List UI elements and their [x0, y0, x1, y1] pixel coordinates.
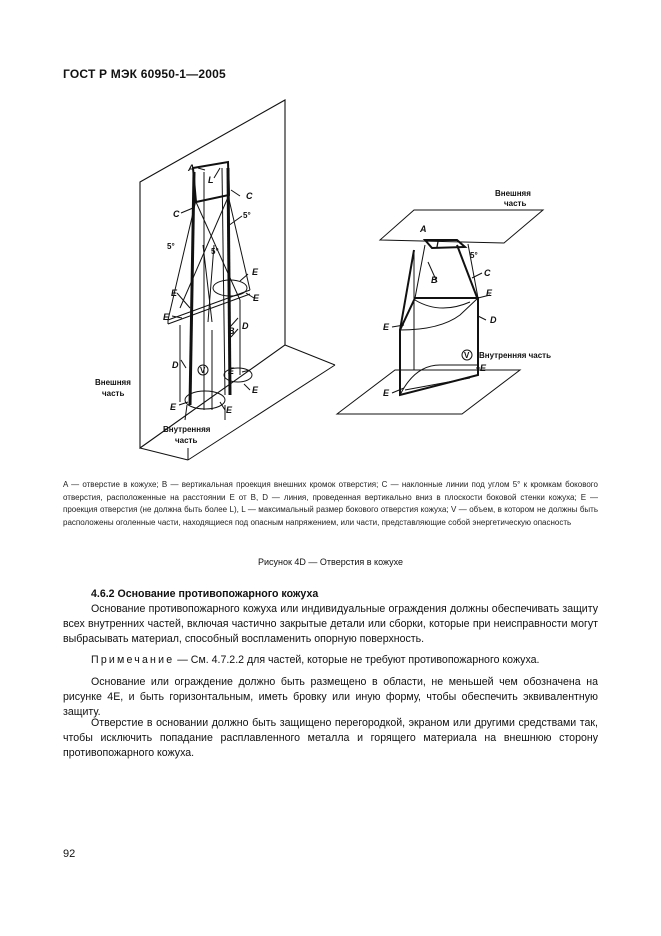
label-c-right-fig: C [484, 268, 491, 278]
label-angle-5-mid: 5° [211, 247, 219, 256]
note-text: — См. 4.7.2.2 для частей, которые не требуют противопожарного кожуха. [174, 654, 540, 666]
label-e-2: E [171, 288, 178, 298]
section-note [63, 653, 598, 668]
left-labels [95, 163, 260, 445]
label-outer-part-left-1: Внешняя [95, 378, 131, 387]
top-plane [380, 210, 543, 243]
section-paragraph-3: Отверстие в основании должно быть защищено перегородкой, экраном или другими средствами так, чтобы исключить попадание расплавленного металла и горящего материала на внешнюю сторону противопожарного кожуха. [63, 717, 598, 760]
label-a-left: A [188, 163, 195, 173]
label-e-mid-right: E [480, 363, 487, 373]
label-e-8: E [226, 405, 233, 415]
label-e-bottom-right: E [383, 388, 390, 398]
label-d-left: D [172, 360, 179, 370]
section-heading: 4.6.2 Основание противопожарного кожуха [91, 588, 319, 600]
label-angle-5-left: 5° [167, 242, 175, 251]
page-number: 92 [63, 848, 76, 860]
label-outer-part-right-1: Внешняя [495, 189, 531, 198]
figure-title: Рисунок 4D — Отверстия в кожухе [257, 557, 404, 567]
label-e-6: E [252, 385, 259, 395]
section-paragraph-2: Основание или ограждение должно быть размещено в области, не меньшей чем обозначена на рисунке 4E, и быть горизонтальным, иметь бровку или иную форму, чтобы обеспечить эквивалентную защиту. [63, 676, 598, 719]
label-e-3: E [253, 293, 260, 303]
label-inner-part-left-1: Внутренняя [163, 425, 211, 434]
note-label: Примечание [91, 654, 175, 666]
label-inner-part-left-2: часть [175, 436, 198, 445]
bottom-plane [337, 370, 520, 414]
label-outer-part-right-2: часть [504, 199, 527, 208]
label-e-1: E [252, 267, 259, 277]
label-b: B [228, 326, 235, 336]
label-e-4: E [163, 312, 170, 322]
figure-legend: A — отверстие в кожухе; B — вертикальная проекция внешних кромок отверстия; C — наклонные линии под углом 5° к кромкам бокового отверстия, расположенные на расстоянии E от B, D — линия, проведенная вертикально вниз в плоскости боковой стенки кожуха; E — проекция отверстия (не должна быть более L), L — максимальный размер бокового отверстия кожуха; V — объем, в котором не должны быть расположены оголенные части, находящиеся под опасным напряжением, или части, представляющие собой энергетическую опасность [63, 480, 598, 527]
label-e-7: E [170, 402, 177, 412]
right-labels [383, 189, 551, 398]
label-v-right: V [464, 351, 470, 360]
label-d-right: D [242, 321, 249, 331]
label-e-left-right: E [383, 322, 390, 332]
label-l-right: L [436, 240, 442, 250]
label-inner-part-right: Внутренняя часть [479, 351, 552, 360]
document-header: ГОСТ Р МЭК 60950-1—2005 [63, 67, 226, 81]
label-b-right: B [431, 275, 438, 285]
label-e-top-right: E [486, 288, 493, 298]
label-outer-part-left-2: часть [102, 389, 125, 398]
label-a-right: A [420, 224, 427, 234]
label-angle-5-right-fig: 5° [470, 251, 478, 260]
label-d-right-fig: D [490, 315, 497, 325]
label-c-right: C [246, 191, 253, 201]
label-e-5: E [228, 366, 235, 376]
label-l-left: L [208, 175, 214, 185]
label-angle-5-right: 5° [243, 211, 251, 220]
label-c-left: C [173, 209, 180, 219]
section-paragraph-1: Основание противопожарного кожуха или индивидуальные ограждения должны обеспечивать защиту всех внутренних частей, включая частично закрытые детали или сборки, которые при неисправности могут выбрасывать материал, способный воспламенить опорную поверхность. [63, 603, 598, 646]
label-v-left: V [200, 366, 206, 375]
